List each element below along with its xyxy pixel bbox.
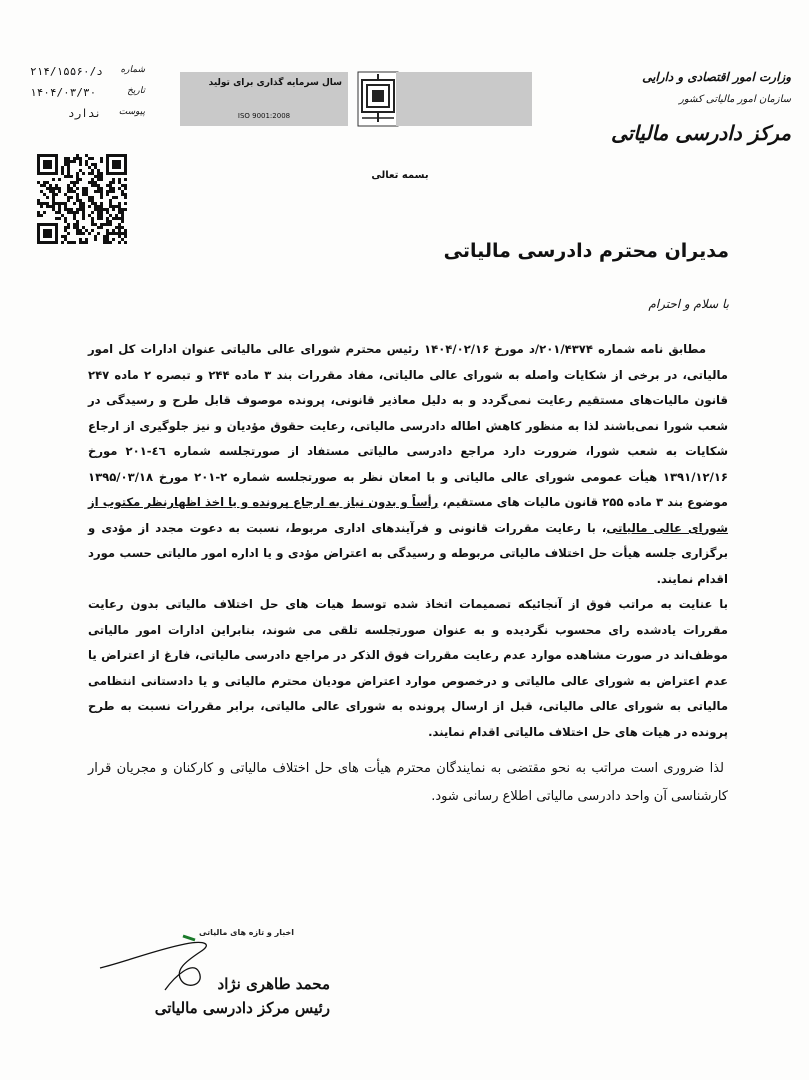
- emblem-icon: [356, 70, 400, 128]
- center-name: مرکز دادرسی مالیاتی: [611, 121, 791, 145]
- organization-name: سازمان امور مالیاتی کشور: [679, 94, 791, 105]
- ministry-name: وزارت امور اقتصادی و دارایی: [642, 70, 791, 84]
- letter-heading: مدیران محترم دادرسی مالیاتی: [443, 240, 729, 262]
- paragraph-1-text-end: ، با رعایت مقررات قانونی و فرآیندهای اداری مربوط، نسبت به دعوت مجدد از مؤدی و برگزاری جلسه هیأت حل اختلاف مالیاتی مربوطه و رسیدگی به اعتراض مؤدی و یا اداره امور مالیاتی حسب مورد اقدام نمایند.: [88, 520, 728, 586]
- signer-name: محمد طاهری نژاد: [217, 975, 330, 993]
- meta-date: [30, 86, 145, 107]
- paragraph-3: لذا ضروری است مراتب به نحو مقتضی به نمایندگان محترم هیأت های حل اختلاف مالیاتی و کارکنان و مجریان قرار کارشناسی آن واحد دادرسی مالیاتی اطلاع رسانی شود.: [88, 761, 728, 804]
- signer-block: [150, 972, 330, 1020]
- number-label: شماره: [120, 65, 145, 75]
- ministry-header: [576, 70, 791, 145]
- meta-attachment: [30, 107, 145, 128]
- salutation: با سلام و احترام: [648, 297, 729, 311]
- paragraph-1-text: مطابق نامه شماره ۲۰۱/۴۳۷۴/د مورخ ۱۴۰۴/۰۲/۱۶ رئیس محترم شورای عالی مالیاتی عنوان ادارات کل امور مالیاتی، در برخی از شکایات واصله به شورای عالی مالیاتی، مفاد مقررات بند ۳ ماده ۲۴۴ و تبصره ۲ ماده ۲۴۷ قانون مالیات‌های مستقیم رعایت نمی‌گردد و به دلیل معاذیر قانونی، پرونده موصوف قابل طرح و رسیدگی در شعب شورا نمی‌باشند لذا به منظور کاهش اطاله دادرسی مالیاتی، رعایت حقوق مؤدیان و نیز جلوگیری از ارجاع شکایات به شعب شورا، ضرورت دارد مراجع دادرسی مالیاتی مستفاد از صورتجلسه شماره ٤٦-۲۰۱ مورخ ۱۳۹۱/۱۲/۱۶ هیأت عمومی شورای عالی مالیاتی و با امعان نظر به صورتجلسه شماره ۲-۲۰۱ مورخ ۱۳۹۵/۰۳/۱۸ موضوع بند ۳ ماده ۲۵۵ قانون مالیات های مستقیم،: [88, 342, 729, 509]
- header-banner: [180, 72, 532, 126]
- paragraph-2: با عنایت به مراتب فوق از آنجائیکه تصمیمات اتخاذ شده توسط هیات های حل اختلاف مالیاتی بدون رعایت مقررات یادشده رای محسوب نگردیده و به عنوان صورتجلسه تلقی می شوند، بنابراین ادارات امور مالیاتی موظف‌اند در صورت مشاهده موارد عدم رعایت مقررات فوق الذکر در مراجع دادرسی مالیاتی، فارغ از اعتراض یا عدم اعتراض به شورای عالی مالیاتی و درخصوص موارد اعتراض مودیان محترم مالیاتی و یا دادستانی انتظامی مالیاتی به شورای عالی مالیاتی، قبل از ارسال پرونده به شورای عالی مالیاتی، برابر مقررات نسبت به طرح پرونده در هیات های حل اختلاف مالیاتی اقدام نمایند.: [88, 597, 728, 739]
- qr-code-icon: [37, 154, 127, 244]
- attachment-value: ندارد: [68, 107, 102, 120]
- bismillah: بسمه تعالی: [371, 170, 429, 181]
- attachment-label: پیوست: [118, 107, 145, 117]
- date-value: ۱۴۰۴/۰۳/۳۰: [30, 86, 97, 99]
- letter-meta: [30, 65, 145, 128]
- slogan-text: سال سرمایه گذاری برای تولید: [208, 78, 342, 88]
- paragraph-1: [88, 337, 728, 592]
- slogan-box: [180, 72, 348, 126]
- paragraph-1-underlined: رأساً و بدون نیاز به ارجاع پرونده و یا اخذ اظهارنظر مکتوب از شورای عالی مالیاتی: [88, 495, 728, 535]
- news-watermark: اخبار و تازه های مالیاتی: [199, 928, 295, 937]
- emblem-side-box: [396, 72, 532, 126]
- iso-text: ISO 9001:2008: [237, 112, 291, 120]
- letter-body: [88, 337, 728, 811]
- date-label: تاریخ: [127, 86, 145, 96]
- meta-number: [30, 65, 145, 86]
- number-value: د/۲۱۴/۱۵۵۶۰: [30, 65, 103, 78]
- signer-title: رئیس مرکز دادرسی مالیاتی: [154, 999, 330, 1017]
